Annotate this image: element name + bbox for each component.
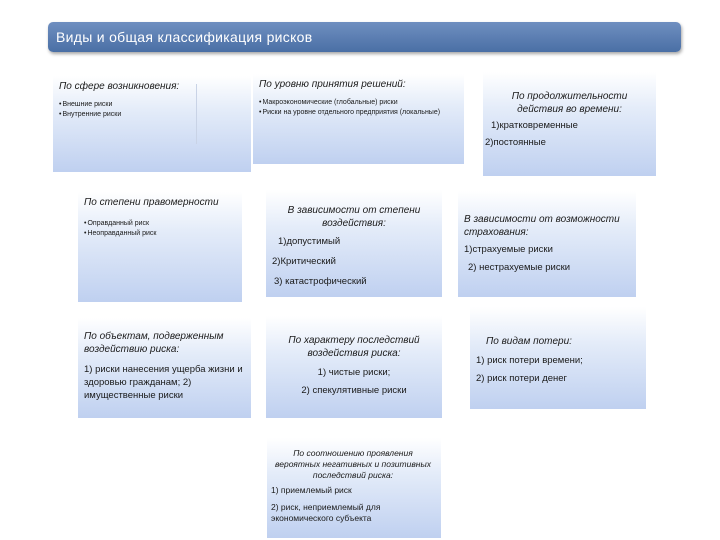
divider: [196, 84, 197, 144]
box-heading: В зависимости от степени воздействия:: [287, 205, 421, 229]
list-item: 2) нестрахуемые риски: [468, 261, 571, 273]
box-legitimacy: [78, 192, 242, 302]
list-item: • Неоправданный риск: [84, 229, 236, 239]
box-heading: По уровню принятия решений:: [259, 79, 406, 90]
list-item: • Макроэкономические (глобальные) риски: [259, 98, 458, 108]
list-item: 1) приемлемый риск: [271, 485, 352, 496]
page-title: Виды и общая классификация рисков: [48, 22, 681, 52]
list-item: 1)допустимый: [278, 236, 341, 247]
box-heading: По степени правомерности: [84, 197, 219, 208]
box-sphere-of-origin: [53, 76, 251, 172]
list-item: 1) чистые риски;: [317, 367, 391, 378]
box-heading: По продолжительности действия во времени:: [511, 91, 628, 115]
list-item: • Внутренние риски: [59, 110, 245, 120]
box-impact-degree: [266, 190, 442, 297]
list-item: 2) риск потери денег: [476, 372, 568, 384]
box-exposed-objects: [78, 318, 251, 418]
box-heading: По объектам, подверженным воздействию риска:: [84, 331, 224, 355]
list-item: • Внешние риски: [59, 100, 245, 110]
list-item: 1)страхуемые риски: [464, 244, 553, 255]
list-item: 1)кратковременные: [491, 120, 578, 131]
list-item: 3) катастрофический: [274, 275, 367, 287]
box-heading: По видам потери:: [486, 336, 572, 347]
list-item: 2)постоянные: [485, 136, 546, 148]
list-item: • Риски на уровне отдельного предприятия (локальные): [259, 108, 458, 118]
box-heading: По характеру последствий воздействия риска:: [288, 335, 420, 359]
box-duration: [483, 72, 656, 176]
box-heading: В зависимости от возможности страхования:: [464, 214, 620, 238]
list-item: 1) риск потери времени;: [476, 355, 583, 366]
list-item: 2) риск, неприемлемый для экономического субъекта: [271, 501, 381, 524]
list-item: 2)Критический: [272, 255, 336, 267]
box-heading: По соотношению проявления вероятных негативных и позитивных последствий риска:: [275, 448, 431, 481]
list-item: • Оправданный риск: [84, 219, 236, 229]
box-loss-types: [470, 307, 646, 409]
list-item: 1) риски нанесения ущерба жизни и здоровью гражданам; 2) имущественные риски: [84, 364, 243, 401]
box-heading: По сфере возникновения:: [59, 81, 180, 92]
box-decision-level: [253, 74, 464, 164]
box-outcome-ratio: [267, 438, 441, 538]
list-item: 2) спекулятивные риски: [301, 384, 407, 396]
box-consequences: [266, 316, 442, 418]
box-insurability: [458, 191, 636, 297]
